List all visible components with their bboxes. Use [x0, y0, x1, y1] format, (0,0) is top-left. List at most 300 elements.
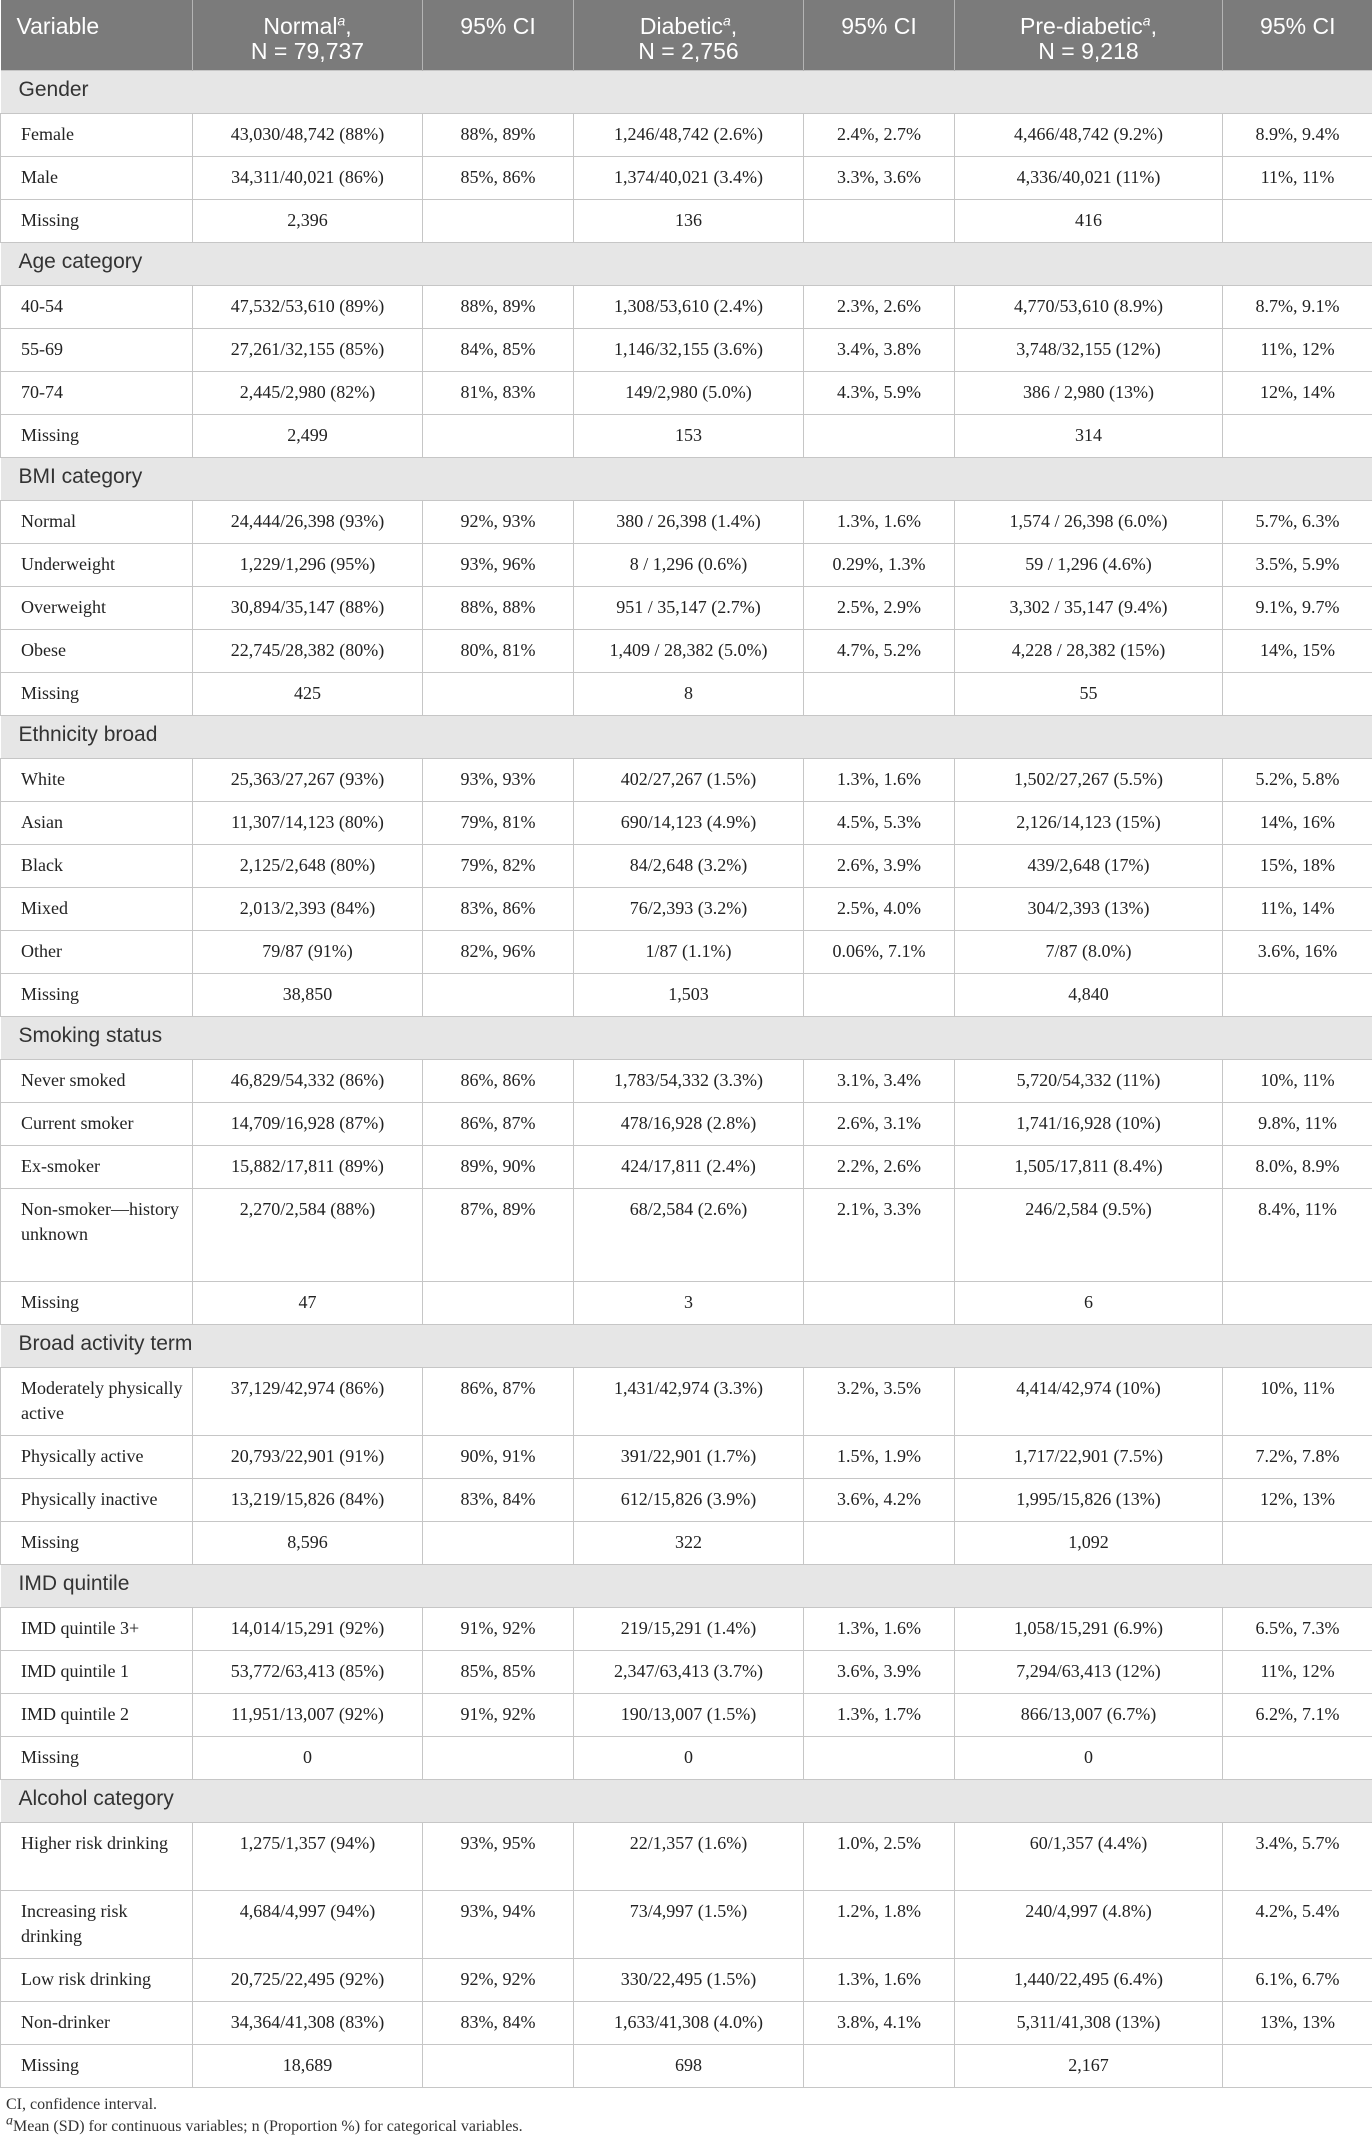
- cell-diabetic-ci: 3.3%, 3.6%: [804, 156, 955, 199]
- cell-prediabetic-ci: [1223, 199, 1372, 242]
- cell-prediabetic: 1,058/15,291 (6.9%): [955, 1607, 1223, 1650]
- cell-variable: Non-drinker: [1, 2001, 193, 2044]
- cell-diabetic-ci: 0.29%, 1.3%: [804, 543, 955, 586]
- cell-diabetic: 1,783/54,332 (3.3%): [574, 1059, 804, 1102]
- cell-prediabetic: 6: [955, 1281, 1223, 1324]
- cell-variable: Normal: [1, 500, 193, 543]
- cell-prediabetic: 866/13,007 (6.7%): [955, 1693, 1223, 1736]
- section-title: Ethnicity broad: [1, 715, 1372, 758]
- cell-diabetic: 8: [574, 672, 804, 715]
- cell-normal: 18,689: [193, 2044, 423, 2087]
- cell-diabetic: 190/13,007 (1.5%): [574, 1693, 804, 1736]
- table-row: [1, 801, 1372, 844]
- cell-prediabetic: 304/2,393 (13%): [955, 887, 1223, 930]
- cell-normal-ci: 86%, 86%: [423, 1059, 574, 1102]
- cell-variable: Low risk drinking: [1, 1958, 193, 2001]
- cell-prediabetic: 1,092: [955, 1521, 1223, 1564]
- cell-normal: 53,772/63,413 (85%): [193, 1650, 423, 1693]
- cell-variable: Ex-smoker: [1, 1145, 193, 1188]
- cell-prediabetic: 439/2,648 (17%): [955, 844, 1223, 887]
- header-prediabetic-ci: 95% CI: [1223, 0, 1372, 70]
- cell-normal: 8,596: [193, 1521, 423, 1564]
- cell-variable: Missing: [1, 672, 193, 715]
- section-row: [1, 1564, 1372, 1607]
- cell-normal-ci: 85%, 86%: [423, 156, 574, 199]
- table-row: [1, 2001, 1372, 2044]
- section-row: [1, 1324, 1372, 1367]
- footnote-a-text: Mean (SD) for continuous variables; n (Proportion %) for categorical variables.: [13, 2117, 523, 2135]
- cell-diabetic-ci: 1.3%, 1.6%: [804, 1607, 955, 1650]
- cell-normal-ci: 84%, 85%: [423, 328, 574, 371]
- cell-normal-ci: 89%, 90%: [423, 1145, 574, 1188]
- cell-normal-ci: 80%, 81%: [423, 629, 574, 672]
- table-row: [1, 930, 1372, 973]
- table-row: [1, 2044, 1372, 2087]
- cell-variable: Physically active: [1, 1435, 193, 1478]
- table-row: [1, 285, 1372, 328]
- cell-diabetic-ci: 3.2%, 3.5%: [804, 1367, 955, 1435]
- cell-variable: 55-69: [1, 328, 193, 371]
- section-row: [1, 1016, 1372, 1059]
- footnote-ci: CI, confidence interval.: [6, 2095, 158, 2113]
- cell-normal: 15,882/17,811 (89%): [193, 1145, 423, 1188]
- table-row: [1, 1188, 1372, 1281]
- cell-diabetic-ci: 2.5%, 2.9%: [804, 586, 955, 629]
- cell-normal: 14,014/15,291 (92%): [193, 1607, 423, 1650]
- cell-diabetic: 330/22,495 (1.5%): [574, 1958, 804, 2001]
- cell-prediabetic: 314: [955, 414, 1223, 457]
- cell-diabetic-ci: 3.1%, 3.4%: [804, 1059, 955, 1102]
- cell-diabetic: 698: [574, 2044, 804, 2087]
- cell-diabetic: 478/16,928 (2.8%): [574, 1102, 804, 1145]
- cell-variable: Underweight: [1, 543, 193, 586]
- cell-normal: 2,013/2,393 (84%): [193, 887, 423, 930]
- cell-normal-ci: [423, 1281, 574, 1324]
- cell-normal: 4,684/4,997 (94%): [193, 1890, 423, 1958]
- cell-diabetic: 149/2,980 (5.0%): [574, 371, 804, 414]
- cell-variable: Higher risk drinking: [1, 1822, 193, 1890]
- cell-variable: Missing: [1, 973, 193, 1016]
- header-prediabetic-label: Pre-diabetic: [1020, 13, 1143, 39]
- cell-prediabetic-ci: 6.2%, 7.1%: [1223, 1693, 1372, 1736]
- table-row: [1, 758, 1372, 801]
- table-row: [1, 328, 1372, 371]
- cell-diabetic: 1,146/32,155 (3.6%): [574, 328, 804, 371]
- cell-prediabetic-ci: 4.2%, 5.4%: [1223, 1890, 1372, 1958]
- cell-prediabetic-ci: 5.7%, 6.3%: [1223, 500, 1372, 543]
- cell-diabetic: 0: [574, 1736, 804, 1779]
- cell-prediabetic-ci: [1223, 672, 1372, 715]
- cell-diabetic: 1,503: [574, 973, 804, 1016]
- cell-variable: IMD quintile 3+: [1, 1607, 193, 1650]
- cell-normal: 1,275/1,357 (94%): [193, 1822, 423, 1890]
- cell-prediabetic-ci: 8.4%, 11%: [1223, 1188, 1372, 1281]
- section-row: [1, 457, 1372, 500]
- table-row: [1, 1736, 1372, 1779]
- cell-normal: 2,270/2,584 (88%): [193, 1188, 423, 1281]
- table-row: [1, 500, 1372, 543]
- cell-diabetic-ci: 2.5%, 4.0%: [804, 887, 955, 930]
- header-normal-label: Normal: [263, 13, 338, 39]
- cell-normal-ci: 93%, 93%: [423, 758, 574, 801]
- cell-diabetic: 136: [574, 199, 804, 242]
- cell-prediabetic: 1,502/27,267 (5.5%): [955, 758, 1223, 801]
- cell-normal-ci: 85%, 85%: [423, 1650, 574, 1693]
- cell-diabetic: 424/17,811 (2.4%): [574, 1145, 804, 1188]
- cell-diabetic-ci: 3.6%, 4.2%: [804, 1478, 955, 1521]
- cell-prediabetic-ci: 14%, 15%: [1223, 629, 1372, 672]
- cell-diabetic-ci: [804, 414, 955, 457]
- cell-normal-ci: [423, 1521, 574, 1564]
- cell-prediabetic: 240/4,997 (4.8%): [955, 1890, 1223, 1958]
- cell-prediabetic: 3,302 / 35,147 (9.4%): [955, 586, 1223, 629]
- cell-prediabetic-ci: 3.4%, 5.7%: [1223, 1822, 1372, 1890]
- cell-prediabetic: 0: [955, 1736, 1223, 1779]
- cell-diabetic-ci: [804, 672, 955, 715]
- cell-variable: 70-74: [1, 371, 193, 414]
- table-row: [1, 1822, 1372, 1890]
- table-row: [1, 1145, 1372, 1188]
- cell-diabetic-ci: 2.6%, 3.1%: [804, 1102, 955, 1145]
- cell-prediabetic: 1,574 / 26,398 (6.0%): [955, 500, 1223, 543]
- table-row: [1, 1435, 1372, 1478]
- cell-normal-ci: 79%, 81%: [423, 801, 574, 844]
- cell-prediabetic-ci: 13%, 13%: [1223, 2001, 1372, 2044]
- cell-normal: 34,364/41,308 (83%): [193, 2001, 423, 2044]
- header-diabetic-ci: 95% CI: [804, 0, 955, 70]
- cell-normal-ci: 93%, 96%: [423, 543, 574, 586]
- cell-prediabetic-ci: 9.8%, 11%: [1223, 1102, 1372, 1145]
- cell-normal-ci: 91%, 92%: [423, 1607, 574, 1650]
- cell-normal-ci: 86%, 87%: [423, 1367, 574, 1435]
- cell-normal: 2,396: [193, 199, 423, 242]
- cell-normal-ci: 88%, 88%: [423, 586, 574, 629]
- cell-prediabetic-ci: 11%, 12%: [1223, 328, 1372, 371]
- cell-variable: Missing: [1, 1281, 193, 1324]
- table-row: [1, 672, 1372, 715]
- cell-diabetic-ci: 1.3%, 1.7%: [804, 1693, 955, 1736]
- table-header: [1, 0, 1372, 70]
- cell-prediabetic: 1,741/16,928 (10%): [955, 1102, 1223, 1145]
- cell-diabetic-ci: 3.4%, 3.8%: [804, 328, 955, 371]
- cell-diabetic: 2,347/63,413 (3.7%): [574, 1650, 804, 1693]
- header-diabetic-sup: a: [722, 12, 731, 29]
- cell-diabetic-ci: 1.2%, 1.8%: [804, 1890, 955, 1958]
- section-title: Gender: [1, 70, 1372, 113]
- cell-diabetic-ci: 1.0%, 2.5%: [804, 1822, 955, 1890]
- cell-diabetic: 153: [574, 414, 804, 457]
- cell-normal: 14,709/16,928 (87%): [193, 1102, 423, 1145]
- cell-diabetic-ci: 2.2%, 2.6%: [804, 1145, 955, 1188]
- cell-diabetic-ci: [804, 1521, 955, 1564]
- cell-normal: 20,725/22,495 (92%): [193, 1958, 423, 2001]
- cell-variable: Moderately physically active: [1, 1367, 193, 1435]
- cell-diabetic-ci: 2.3%, 2.6%: [804, 285, 955, 328]
- cell-prediabetic: 246/2,584 (9.5%): [955, 1188, 1223, 1281]
- cell-prediabetic-ci: 3.5%, 5.9%: [1223, 543, 1372, 586]
- header-diabetic-n: N = 2,756: [638, 38, 739, 64]
- cell-prediabetic: 4,228 / 28,382 (15%): [955, 629, 1223, 672]
- cell-diabetic: 1,308/53,610 (2.4%): [574, 285, 804, 328]
- cell-prediabetic: 60/1,357 (4.4%): [955, 1822, 1223, 1890]
- cell-diabetic: 3: [574, 1281, 804, 1324]
- cell-variable: Missing: [1, 199, 193, 242]
- cell-variable: Asian: [1, 801, 193, 844]
- table-row: [1, 887, 1372, 930]
- cell-normal-ci: 90%, 91%: [423, 1435, 574, 1478]
- cell-prediabetic-ci: 9.1%, 9.7%: [1223, 586, 1372, 629]
- table-row: [1, 1693, 1372, 1736]
- cell-normal: 43,030/48,742 (88%): [193, 113, 423, 156]
- cell-diabetic-ci: 1.5%, 1.9%: [804, 1435, 955, 1478]
- cell-prediabetic-ci: 14%, 16%: [1223, 801, 1372, 844]
- cell-normal: 37,129/42,974 (86%): [193, 1367, 423, 1435]
- cell-prediabetic-ci: 8.7%, 9.1%: [1223, 285, 1372, 328]
- cell-prediabetic: 2,167: [955, 2044, 1223, 2087]
- cell-diabetic-ci: 1.3%, 1.6%: [804, 758, 955, 801]
- cell-normal: 25,363/27,267 (93%): [193, 758, 423, 801]
- cell-normal: 0: [193, 1736, 423, 1779]
- cell-normal: 27,261/32,155 (85%): [193, 328, 423, 371]
- cell-variable: Missing: [1, 414, 193, 457]
- cell-diabetic: 1,374/40,021 (3.4%): [574, 156, 804, 199]
- cell-normal: 2,445/2,980 (82%): [193, 371, 423, 414]
- cell-prediabetic-ci: 8.0%, 8.9%: [1223, 1145, 1372, 1188]
- cell-diabetic-ci: [804, 1736, 955, 1779]
- cell-normal-ci: [423, 414, 574, 457]
- footnote-a: [0, 2113, 1372, 2138]
- cell-normal-ci: 83%, 84%: [423, 1478, 574, 1521]
- cell-prediabetic: 55: [955, 672, 1223, 715]
- cell-normal: 38,850: [193, 973, 423, 1016]
- cell-variable: IMD quintile 2: [1, 1693, 193, 1736]
- cell-normal-ci: 81%, 83%: [423, 371, 574, 414]
- cell-prediabetic: 4,414/42,974 (10%): [955, 1367, 1223, 1435]
- cell-diabetic: 1,409 / 28,382 (5.0%): [574, 629, 804, 672]
- section-title: BMI category: [1, 457, 1372, 500]
- section-title: Smoking status: [1, 1016, 1372, 1059]
- cell-diabetic-ci: 2.1%, 3.3%: [804, 1188, 955, 1281]
- section-row: [1, 242, 1372, 285]
- cell-normal: 425: [193, 672, 423, 715]
- cell-prediabetic-ci: 12%, 14%: [1223, 371, 1372, 414]
- cell-normal: 46,829/54,332 (86%): [193, 1059, 423, 1102]
- header-normal: Normal$^a$, N = 79,737: [193, 0, 423, 70]
- cell-prediabetic: 2,126/14,123 (15%): [955, 801, 1223, 844]
- cell-variable: Increasing risk drinking: [1, 1890, 193, 1958]
- cell-prediabetic-ci: 6.5%, 7.3%: [1223, 1607, 1372, 1650]
- cell-diabetic: 8 / 1,296 (0.6%): [574, 543, 804, 586]
- cell-diabetic: 380 / 26,398 (1.4%): [574, 500, 804, 543]
- cell-diabetic-ci: [804, 973, 955, 1016]
- cell-variable: Missing: [1, 2044, 193, 2087]
- cell-diabetic-ci: 4.5%, 5.3%: [804, 801, 955, 844]
- table-row: [1, 1367, 1372, 1435]
- table-row: [1, 973, 1372, 1016]
- cell-prediabetic-ci: 5.2%, 5.8%: [1223, 758, 1372, 801]
- section-row: [1, 715, 1372, 758]
- cell-prediabetic-ci: 11%, 12%: [1223, 1650, 1372, 1693]
- cell-variable: Mixed: [1, 887, 193, 930]
- cell-prediabetic-ci: [1223, 1281, 1372, 1324]
- table-row: [1, 1059, 1372, 1102]
- cell-normal-ci: 82%, 96%: [423, 930, 574, 973]
- cell-normal: 47,532/53,610 (89%): [193, 285, 423, 328]
- cell-prediabetic: 4,840: [955, 973, 1223, 1016]
- cell-prediabetic: 59 / 1,296 (4.6%): [955, 543, 1223, 586]
- cell-normal-ci: 91%, 92%: [423, 1693, 574, 1736]
- table-row: [1, 1102, 1372, 1145]
- cell-prediabetic-ci: 10%, 11%: [1223, 1367, 1372, 1435]
- cell-prediabetic-ci: 11%, 11%: [1223, 156, 1372, 199]
- cell-diabetic-ci: 2.4%, 2.7%: [804, 113, 955, 156]
- cell-prediabetic-ci: [1223, 973, 1372, 1016]
- header-normal-n: N = 79,737: [250, 38, 365, 64]
- cell-variable: Obese: [1, 629, 193, 672]
- header-diabetic: Diabetic$^a$, N = 2,756: [574, 0, 804, 70]
- table-row: [1, 371, 1372, 414]
- header-normal-ci: 95% CI: [423, 0, 574, 70]
- cell-variable: Never smoked: [1, 1059, 193, 1102]
- cell-prediabetic: 386 / 2,980 (13%): [955, 371, 1223, 414]
- cell-normal-ci: 93%, 95%: [423, 1822, 574, 1890]
- cell-normal-ci: 92%, 93%: [423, 500, 574, 543]
- cell-normal-ci: [423, 199, 574, 242]
- cell-diabetic-ci: 3.8%, 4.1%: [804, 2001, 955, 2044]
- cell-diabetic-ci: [804, 1281, 955, 1324]
- cell-normal-ci: 83%, 86%: [423, 887, 574, 930]
- cell-normal-ci: 88%, 89%: [423, 113, 574, 156]
- cell-prediabetic-ci: [1223, 1736, 1372, 1779]
- cell-diabetic: 76/2,393 (3.2%): [574, 887, 804, 930]
- cell-diabetic-ci: 1.3%, 1.6%: [804, 500, 955, 543]
- cell-diabetic: 391/22,901 (1.7%): [574, 1435, 804, 1478]
- footnote-a-mark: a: [6, 2113, 13, 2129]
- cell-prediabetic: 5,311/41,308 (13%): [955, 2001, 1223, 2044]
- cell-normal-ci: 92%, 92%: [423, 1958, 574, 2001]
- cell-variable: Current smoker: [1, 1102, 193, 1145]
- cell-prediabetic: 7,294/63,413 (12%): [955, 1650, 1223, 1693]
- cell-variable: Missing: [1, 1736, 193, 1779]
- cell-prediabetic: 1,440/22,495 (6.4%): [955, 1958, 1223, 2001]
- cell-normal-ci: 83%, 84%: [423, 2001, 574, 2044]
- cell-prediabetic-ci: [1223, 1521, 1372, 1564]
- cell-prediabetic: 7/87 (8.0%): [955, 930, 1223, 973]
- table-row: [1, 414, 1372, 457]
- header-normal-sup: a: [337, 12, 346, 29]
- table-row: [1, 586, 1372, 629]
- cell-diabetic: 1,246/48,742 (2.6%): [574, 113, 804, 156]
- cell-normal-ci: [423, 1736, 574, 1779]
- cell-normal-ci: [423, 672, 574, 715]
- table-row: [1, 199, 1372, 242]
- cell-normal: 1,229/1,296 (95%): [193, 543, 423, 586]
- cell-prediabetic: 3,748/32,155 (12%): [955, 328, 1223, 371]
- cell-diabetic: 1/87 (1.1%): [574, 930, 804, 973]
- cell-variable: Physically inactive: [1, 1478, 193, 1521]
- table-row: [1, 1607, 1372, 1650]
- cell-prediabetic-ci: 7.2%, 7.8%: [1223, 1435, 1372, 1478]
- cell-normal-ci: 86%, 87%: [423, 1102, 574, 1145]
- cell-variable: IMD quintile 1: [1, 1650, 193, 1693]
- cell-prediabetic: 1,505/17,811 (8.4%): [955, 1145, 1223, 1188]
- cell-diabetic: 1,431/42,974 (3.3%): [574, 1367, 804, 1435]
- section-title: Alcohol category: [1, 1779, 1372, 1822]
- cell-variable: Overweight: [1, 586, 193, 629]
- cell-normal: 11,951/13,007 (92%): [193, 1693, 423, 1736]
- cell-normal-ci: 93%, 94%: [423, 1890, 574, 1958]
- cell-prediabetic-ci: 11%, 14%: [1223, 887, 1372, 930]
- section-title: Broad activity term: [1, 1324, 1372, 1367]
- cell-diabetic: 22/1,357 (1.6%): [574, 1822, 804, 1890]
- cell-prediabetic-ci: 15%, 18%: [1223, 844, 1372, 887]
- cell-variable: Other: [1, 930, 193, 973]
- table-row: [1, 1890, 1372, 1958]
- cell-diabetic: 322: [574, 1521, 804, 1564]
- table-row: [1, 1521, 1372, 1564]
- header-prediabetic-n: N = 9,218: [1038, 38, 1139, 64]
- cell-diabetic-ci: [804, 2044, 955, 2087]
- cell-prediabetic: 4,770/53,610 (8.9%): [955, 285, 1223, 328]
- cell-normal: 79/87 (91%): [193, 930, 423, 973]
- cell-diabetic: 68/2,584 (2.6%): [574, 1188, 804, 1281]
- section-row: [1, 1779, 1372, 1822]
- table-row: [1, 543, 1372, 586]
- header-variable: Variable: [1, 0, 193, 70]
- cell-prediabetic: 4,336/40,021 (11%): [955, 156, 1223, 199]
- cell-diabetic-ci: 1.3%, 1.6%: [804, 1958, 955, 2001]
- cell-diabetic: 951 / 35,147 (2.7%): [574, 586, 804, 629]
- cell-diabetic-ci: 4.7%, 5.2%: [804, 629, 955, 672]
- cell-normal: 22,745/28,382 (80%): [193, 629, 423, 672]
- table-row: [1, 156, 1372, 199]
- cell-prediabetic: 1,995/15,826 (13%): [955, 1478, 1223, 1521]
- cell-diabetic-ci: 2.6%, 3.9%: [804, 844, 955, 887]
- cell-diabetic-ci: 4.3%, 5.9%: [804, 371, 955, 414]
- header-prediabetic-sup: a: [1142, 12, 1151, 29]
- cell-prediabetic: 1,717/22,901 (7.5%): [955, 1435, 1223, 1478]
- cell-diabetic: 612/15,826 (3.9%): [574, 1478, 804, 1521]
- cell-normal: 30,894/35,147 (88%): [193, 586, 423, 629]
- table-row: [1, 1281, 1372, 1324]
- cell-prediabetic-ci: 3.6%, 16%: [1223, 930, 1372, 973]
- cell-variable: Missing: [1, 1521, 193, 1564]
- cell-prediabetic-ci: 12%, 13%: [1223, 1478, 1372, 1521]
- cell-prediabetic-ci: 6.1%, 6.7%: [1223, 1958, 1372, 2001]
- table-body: [1, 70, 1372, 2087]
- section-row: [1, 70, 1372, 113]
- cell-prediabetic-ci: [1223, 2044, 1372, 2087]
- cell-diabetic: 219/15,291 (1.4%): [574, 1607, 804, 1650]
- cell-normal: 34,311/40,021 (86%): [193, 156, 423, 199]
- cell-diabetic-ci: [804, 199, 955, 242]
- section-title: IMD quintile: [1, 1564, 1372, 1607]
- cell-normal: 47: [193, 1281, 423, 1324]
- cell-diabetic-ci: 0.06%, 7.1%: [804, 930, 955, 973]
- cell-prediabetic-ci: 8.9%, 9.4%: [1223, 113, 1372, 156]
- cell-normal-ci: 88%, 89%: [423, 285, 574, 328]
- table-row: [1, 844, 1372, 887]
- cell-variable: Female: [1, 113, 193, 156]
- section-title: Age category: [1, 242, 1372, 285]
- cell-prediabetic: 416: [955, 199, 1223, 242]
- cell-normal-ci: 79%, 82%: [423, 844, 574, 887]
- table-row: [1, 1478, 1372, 1521]
- cell-prediabetic-ci: 10%, 11%: [1223, 1059, 1372, 1102]
- cell-diabetic: 84/2,648 (3.2%): [574, 844, 804, 887]
- cell-normal: 11,307/14,123 (80%): [193, 801, 423, 844]
- cell-diabetic: 690/14,123 (4.9%): [574, 801, 804, 844]
